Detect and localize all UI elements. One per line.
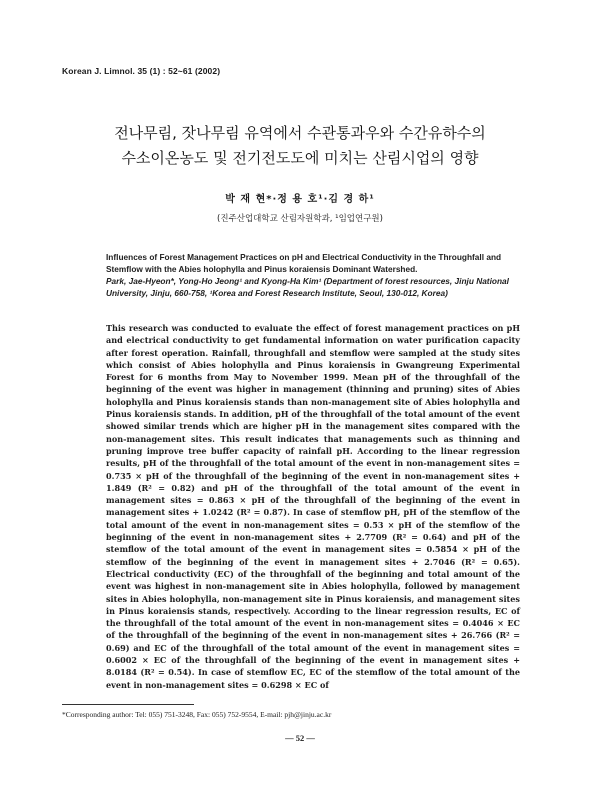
corresponding-author-footnote: *Corresponding author: Tel: 055) 751-3248, Fax: 055) 752-9554, E-mail: pjh@jinju.ac.kr [62,710,332,719]
page-number: — 52 — [285,733,315,743]
korean-affiliation: (진주산업대학교 산림자원학과, ¹임업연구원) [217,214,383,224]
english-title: Influences of Forest Management Practices on pH and Electrical Conductivity in the Throughfall and Stemflow with the Abies holophylla and Pinus koraiensis Dominant Watershed. [106,252,502,274]
korean-authors: 박 재 현*·정 용 호¹·김 경 하¹ [225,194,375,205]
journal-citation: Korean J. Limnol. 35 (1) : 52~61 (2002) [62,66,221,76]
korean-title-line-1: 전나무림, 잣나무림 유역에서 수관통과우와 수간유하수의 [114,124,486,142]
korean-title-line-2: 수소이온농도 및 전기전도도에 미치는 산림시업의 영향 [121,149,479,167]
footnote-divider [62,704,194,705]
english-header [106,251,520,299]
english-authors-affiliation: Park, Jae-Hyeon*, Yong-Ho Jeong¹ and Kyong-Ha Kim¹ (Department of forest resources, Jinju National University, Jinju, 660-758, ¹Korea and Forest Research Institute, Seoul, 130-012, Korea) [106,276,509,298]
abstract: This research was conducted to evaluate the effect of forest management practices on pH and electrical conductivity to get fundamental information on water purification capacity after forest operation. Rainfall, throughfall and stemflow were sampled at the study sites which consist of Abies holophylla and Pinus koraiensis in Gwangreung Experimental Forest for 6 months from May to November 1999. Mean pH of the throughfall of the beginning of the event was higher in management (thinning and pruning) sites of Abies holophylla and Pinus koraiensis stands than non-management site of Abies holophylla and Pinus koraiensis stands. In addition, pH of the throughfall of the total amount of the event showed similar trends which are higher pH in the management sites compared with the non-management sites. This result indicates that managements such as thinning and pruning improve tree buffer capacity of rainfall pH. According to the linear regression results, pH of the throughfall of the total amount of the event in non-management sites = 0.735 × pH of the throughfall of the beginning of the event in non-management sites + 1.849 (R² = 0.82) and pH of the throughfall of the total amount of the event in management sites = 0.863 × pH of the throughfall of the beginning of the event in management sites + 1.0242 (R² = 0.87). In case of stemflow pH, pH of the stemflow of the total amount of the event in non-management sites = 0.53 × pH of the stemflow of the beginning of the event in non-management sites + 2.7709 (R² = 0.64) and pH of the stemflow of the total amount of the event in management sites = 0.5854 × pH of the stemflow of the beginning of the event in management sites + 2.7046 (R² = 0.65). Electrical conductivity (EC) of the throughfall of the beginning and total amount of the event was highest in non-management site in Abies holophylla, followed by management sites in Abies holophylla, non-management site in Pinus koraiensis, and management sites in Pinus koraiensis stands, respectively. According to the linear regression results, EC of the throughfall of the total amount of the event in non-management sites = 0.4046 × EC of the throughfall of the beginning of the event in non-management sites + 26.766 (R² = 0.69) and EC of the throughfall of the total amount of the event in management sites = 0.6002 × EC of the throughfall of the beginning of the event in management sites + 8.0184 (R² = 0.54). In case of stemflow EC, EC of the stemflow of the total amount of the event in non-management sites = 0.6298 × EC of [106,323,520,690]
